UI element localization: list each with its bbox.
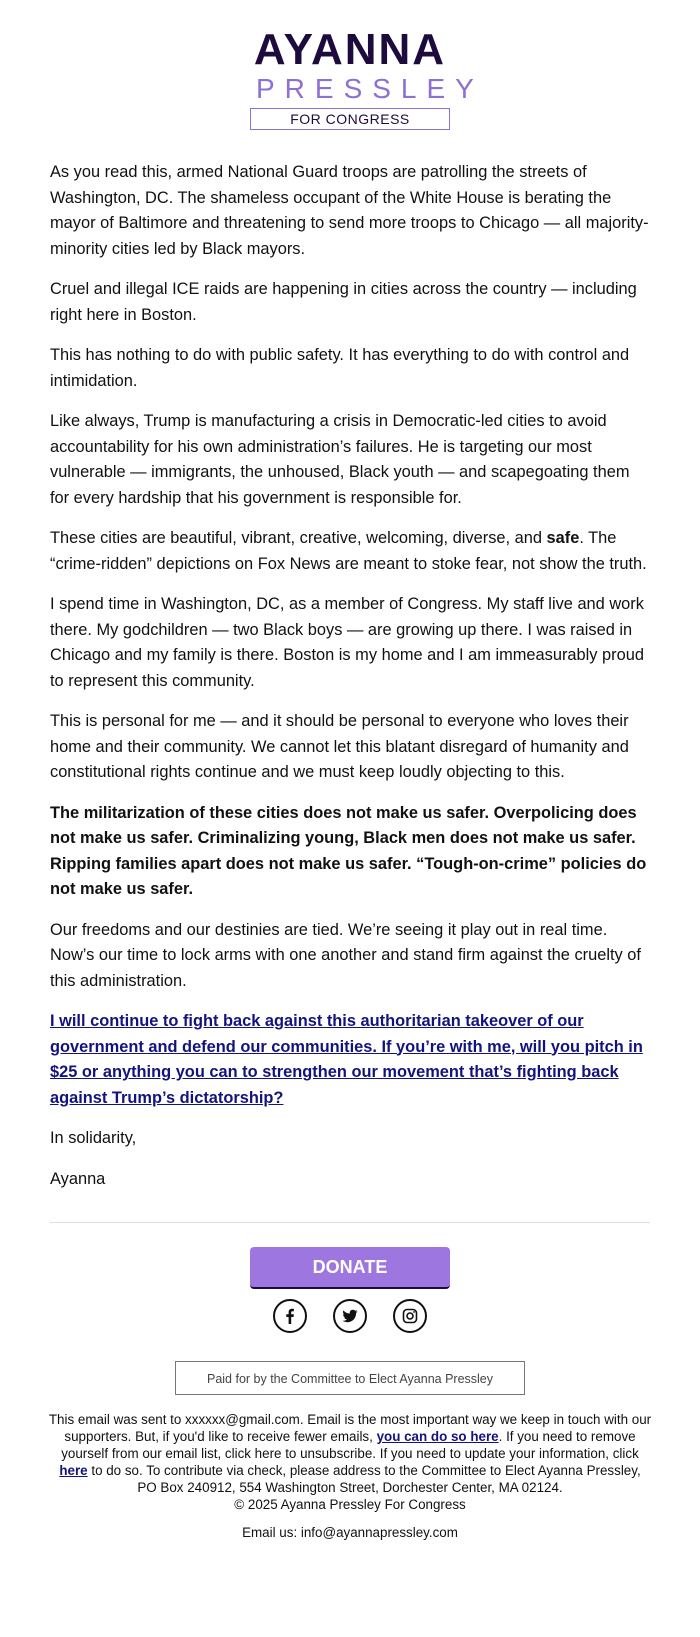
text: . The “crime-ridden” depictions on Fox News are meant to stoke fear, not show the truth. xyxy=(50,529,647,573)
footer-part: to do so. To contribute via check, please address to the Committee to Elect Ayanna Pressley, PO Box 240912, 554 Washington Street, Dorchester Center, MA 02124. xyxy=(87,1463,641,1495)
cta-paragraph xyxy=(50,1009,650,1111)
donate-button[interactable]: DONATE xyxy=(250,1247,450,1289)
paragraph: This has nothing to do with public safety. It has everything to do with control and intimidation. xyxy=(50,346,630,390)
paragraph: Like always, Trump is manufacturing a crisis in Democratic-led cities to avoid accountability for his own administration’s failures. He is targeting our most vulnerable — immigrants, the unhoused, Black youth — and scapegoating them for every hardship that his government is responsible for. xyxy=(50,412,630,507)
donate-cta-link[interactable]: I will continue to fight back against this authoritarian takeover of our government and defend our communities. If you’re with me, will you pitch in $25 or anything you can to strengthen our movement that’s fighting back against Trump’s dictatorship? xyxy=(50,1012,643,1107)
logo-surname: PRESSLEY xyxy=(256,73,484,104)
instagram-icon[interactable] xyxy=(393,1299,427,1333)
logo xyxy=(250,0,484,130)
copyright: © 2025 Ayanna Pressley For Congress xyxy=(234,1497,466,1512)
facebook-icon[interactable] xyxy=(273,1299,307,1333)
logo-name: AYANNA xyxy=(253,25,447,74)
fewer-emails-link[interactable]: you can do so here xyxy=(376,1429,499,1444)
paid-for-disclaimer: Paid for by the Committee to Elect Ayanna Pressley xyxy=(175,1361,525,1395)
paragraph: Our freedoms and our destinies are tied. We’re seeing it play out in real time. Now’s our time to lock arms with one another and stand firm against the cruelty of this administration. xyxy=(50,920,641,990)
divider xyxy=(50,1222,650,1223)
footer-text xyxy=(48,1411,652,1513)
email-body xyxy=(0,130,700,1192)
paragraph: As you read this, armed National Guard troops are patrolling the streets of Washington, DC. The shameless occupant of the White House is berating the mayor of Baltimore and threatening to send more troops to Chicago — all majority-minority cities led by Black mayors. xyxy=(50,163,649,258)
logo-tagline: FOR CONGRESS xyxy=(250,108,450,130)
paragraph-safe xyxy=(50,526,650,577)
bold-paragraph: The militarization of these cities does not make us safer. Overpolicing does not make us safer. Criminalizing young, Black men does not make us safer. Ripping families apart does not make us safer. “Tough-on-crime” policies do not make us safer. xyxy=(50,803,647,898)
paragraph: Cruel and illegal ICE raids are happening in cities across the country — including right here in Boston. xyxy=(50,280,637,324)
twitter-icon[interactable] xyxy=(333,1299,367,1333)
update-info-link[interactable]: here xyxy=(59,1463,88,1478)
paragraph: This is personal for me — and it should be personal to everyone who loves their home and their community. We cannot let this blatant disregard of humanity and constitutional rights continue and we must keep loudly objecting to this. xyxy=(50,712,629,781)
signature: Ayanna xyxy=(50,1169,106,1188)
footer-part: . If you need to remove yourself from our email list, click here to unsubscribe. If you need to update your information, click xyxy=(61,1429,639,1461)
text: These cities are beautiful, vibrant, creative, welcoming, diverse, and xyxy=(50,529,547,547)
paragraph: I spend time in Washington, DC, as a member of Congress. My staff live and work there. My godchildren — two Black boys — are growing up there. I was raised in Chicago and my family is there. Boston is my home and I am immeasurably proud to represent this community. xyxy=(50,595,644,690)
bold-safe: safe xyxy=(546,529,580,547)
closing: In solidarity, xyxy=(50,1129,137,1147)
footer-part: This email was sent to xxxxxx@gmail.com. Email is the most important way we keep in touch with our supporters. But, if you'd like to receive fewer emails, xyxy=(48,1412,652,1444)
social-links xyxy=(0,1299,700,1333)
contact-email: Email us: info@ayannapressley.com xyxy=(242,1525,458,1540)
